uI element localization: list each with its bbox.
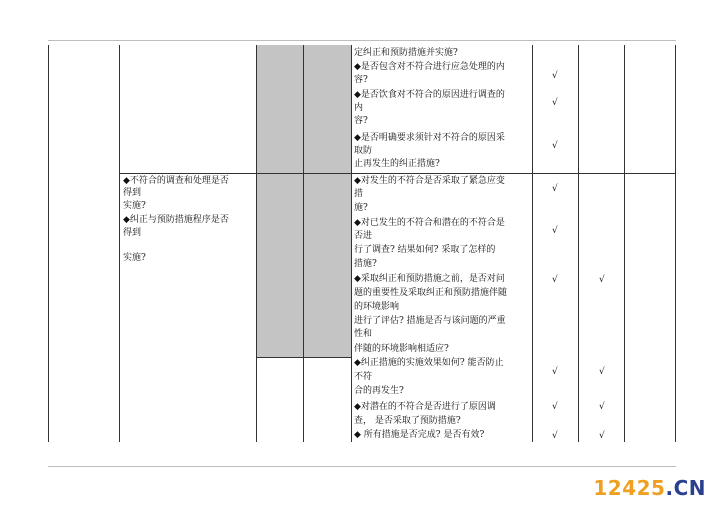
header-rule <box>48 40 676 41</box>
check-mark: √ <box>599 431 605 441</box>
question-line: ◆对已发生的不符合和潜在的不符合是 <box>354 218 505 228</box>
left-item: 实施? <box>123 253 146 263</box>
watermark-domain: .CN <box>665 476 706 500</box>
question-line: ◆ 所有措施是否完成? 是否有效? <box>354 430 485 440</box>
question-line: ◆纠正措施的实施效果如何? 能否防止 <box>354 358 504 368</box>
question-line: 进行了评估? 措施是否与该问题的严重 <box>354 316 506 326</box>
watermark-number: 12425 <box>593 476 666 500</box>
check-mark: √ <box>552 71 558 81</box>
check-mark: √ <box>552 184 558 194</box>
left-item: ◆不符合的调查和处理是否 <box>123 176 229 186</box>
question-line: ◆采取纠正和预防措施之前，是否对问 <box>354 274 505 284</box>
check-mark: √ <box>599 367 605 377</box>
left-item: 得到 <box>123 228 142 238</box>
check-mark: √ <box>599 402 605 412</box>
question-line: 容? <box>354 116 368 126</box>
question-line: 内 <box>354 103 364 113</box>
check-mark: √ <box>552 402 558 412</box>
question-line: ◆对发生的不符合是否采取了紧急应变 <box>354 176 505 186</box>
check-mark: √ <box>552 98 558 108</box>
question-line: ◆是否包含对不符合进行应急处理的内 <box>354 62 505 72</box>
question-line: 伴随的环境影响相适应? <box>354 344 449 354</box>
left-item: 得到 <box>123 188 142 198</box>
question-line: 措 <box>354 189 364 199</box>
watermark-logo <box>593 476 706 500</box>
question-line: 的环境影响 <box>354 302 400 312</box>
question-line: 措施? <box>354 259 377 269</box>
check-mark: √ <box>552 275 558 285</box>
question-line: 行了调查? 结果如何? 采取了怎样的 <box>354 245 496 255</box>
question-line: 合的再发生? <box>354 386 404 396</box>
question-line: 否进 <box>354 231 373 241</box>
question-line: ◆是否明确要求须针对不符合的原因采 <box>354 133 505 143</box>
question-line: 题的重要性及采取纠正和预防措施伴随 <box>354 288 508 298</box>
question-line: 不符 <box>354 372 373 382</box>
question-line: 取防 <box>354 146 373 156</box>
question-line: 性和 <box>354 329 373 339</box>
question-line: 施? <box>354 203 368 213</box>
check-mark: √ <box>552 141 558 151</box>
question-line: 查， 是否采取了预防措施? <box>354 416 461 426</box>
question-line: 止再发生的纠正措施? <box>354 159 440 169</box>
left-item: ◆纠正与预防措施程序是否 <box>123 215 229 225</box>
audit-checklist-table <box>48 45 676 442</box>
check-mark: √ <box>552 431 558 441</box>
question-line: 定纠正和预防措施并实施? <box>354 48 458 58</box>
question-line: ◆是否饮食对不符合的原因进行调查的 <box>354 90 505 100</box>
question-line: ◆对潜在的不符合是否进行了原因调 <box>354 402 496 412</box>
left-item: 实施? <box>123 201 146 211</box>
check-mark: √ <box>599 275 605 285</box>
footer-rule <box>48 466 676 467</box>
check-mark: √ <box>552 367 558 377</box>
check-mark: √ <box>552 226 558 236</box>
question-line: 容? <box>354 75 368 85</box>
